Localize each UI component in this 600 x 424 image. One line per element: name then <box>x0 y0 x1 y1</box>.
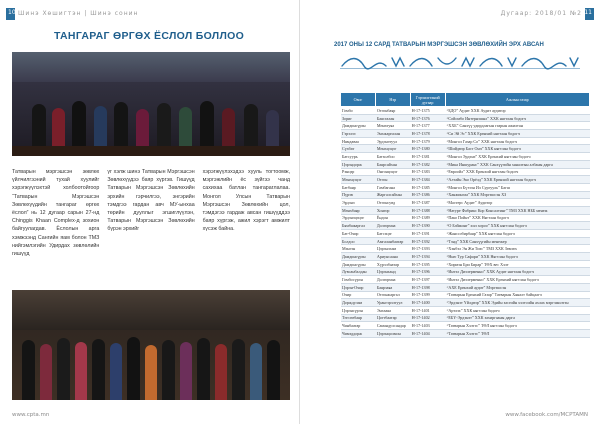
cell-surname: Дамдинсүрэн <box>341 260 376 268</box>
cell-workplace: “Алтайн Эко Орёлд” ХХК Ерөнхий нягтлан бодогч <box>445 176 589 184</box>
cell-name: Самандулсандар <box>375 322 410 330</box>
table-row <box>341 107 590 115</box>
cell-workplace: “Хирмэн Бри Бирар” ТӨХ вес Хэлт <box>445 260 589 268</box>
cell-surname: Мөнхбаяр <box>341 206 376 214</box>
cell-certificate: Н-17-1384 <box>410 176 445 184</box>
cell-surname: Нямдаваа <box>341 137 376 145</box>
table-row <box>341 206 590 214</box>
cell-certificate: Н-17-1404 <box>410 329 445 337</box>
cell-surname: Эрдэнэцэцэг <box>341 214 376 222</box>
cell-surname: Зориг <box>341 114 376 122</box>
cell-certificate: Н-17-1382 <box>410 160 445 168</box>
cell-surname: Бямбажаргал <box>341 222 376 230</box>
cell-certificate: Н-17-1398 <box>410 283 445 291</box>
article-column-2: үг хэлж шинэ Татварын Мэргэшсэн Зөвлөхүүдээ баяр хүргэв. Гишүүд Татварын Мэргэшсэн Зөвлөхийн эрхийн гэрчилгээ, энгэрийн тэмдгээ гардан авч МУ-ынхаа төрийн дууллыг эгшиглүүлэн, Татварын Мэргэшсэн Зөвлөхийн бүрэн эрхийг <box>107 169 195 233</box>
cell-surname: Чинбаатар <box>341 322 376 330</box>
table-row <box>341 168 590 176</box>
cell-certificate: Н-17-1402 <box>410 314 445 322</box>
cell-workplace: “Мика Иншуранс” ХХК Санхүүгийн хяналтын албаны дарга <box>445 160 589 168</box>
cell-name: Жаргалсайхан <box>375 191 410 199</box>
table-row <box>341 306 590 314</box>
cell-name: Долгормаа <box>375 222 410 230</box>
cell-certificate: Н-17-1385 <box>410 183 445 191</box>
cell-surname: Дамдинсүрэн <box>341 253 376 261</box>
cell-surname: Гэрэлээ <box>341 130 376 138</box>
cell-name: Гамбагана <box>375 183 410 191</box>
cell-surname: Чимэддорж <box>341 329 376 337</box>
cell-surname: Эрдэнэ <box>341 199 376 207</box>
right-page-number: 11 <box>584 9 592 16</box>
cell-workplace: “Мастерс Аудит” Аудитор <box>445 199 589 207</box>
cell-certificate: Н-17-1396 <box>410 268 445 276</box>
ceremony-stage-photo <box>12 52 290 156</box>
cell-name: Долгормаа <box>375 276 410 284</box>
cell-name: Хонгор <box>375 206 410 214</box>
cell-surname: Цэрэн-Очир <box>341 283 376 291</box>
cell-name: Баярсайхан <box>375 160 410 168</box>
cell-name: Отгонбаяр <box>375 107 410 115</box>
cell-workplace: “Монгол Газар Со” ХХК нягтлан бодогч <box>445 137 589 145</box>
table-row <box>341 222 590 230</box>
cell-name: Батзолбоо <box>375 153 410 161</box>
cell-workplace: “Монгол Эрдэнэ” ХХК Ерөнхий нягтлан бодогч <box>445 153 589 161</box>
table-row <box>341 253 590 261</box>
cell-certificate: Н-17-1377 <box>410 122 445 130</box>
table-row <box>341 153 590 161</box>
cell-name: Амгаланбаатар <box>375 237 410 245</box>
cell-name: Отгон <box>375 176 410 184</box>
cell-name: Мөнхтуяа <box>375 122 410 130</box>
cell-surname: Цэрэндорж <box>341 160 376 168</box>
cell-certificate: Н-17-1399 <box>410 291 445 299</box>
table-row <box>341 183 590 191</box>
cell-certificate: Н-17-1392 <box>410 237 445 245</box>
cell-workplace: “ХХБ” Санхүү удирдлагын газрын ажилтан <box>445 122 589 130</box>
cell-workplace: “Татварын Хэлтэс” ТӨЛ <box>445 329 589 337</box>
cell-surname: Рэнцэр <box>341 168 376 176</box>
cell-certificate: Н-17-1376 <box>410 114 445 122</box>
cell-certificate: Н-17-1383 <box>410 168 445 176</box>
header-workplace: Ажлын газар <box>445 93 589 107</box>
table-row <box>341 237 590 245</box>
cell-surname: Гомбо <box>341 107 376 115</box>
cell-name: Батсэцэг <box>375 230 410 238</box>
cell-surname: Батсуурь <box>341 153 376 161</box>
table-row <box>341 145 590 153</box>
table-row <box>341 214 590 222</box>
table-row <box>341 314 590 322</box>
cell-workplace: “АХЕ Ерөнхий аудит” Мэргэшсэн <box>445 283 589 291</box>
cell-certificate: Н-17-1381 <box>410 153 445 161</box>
cell-name: Цэрэнцолмон <box>375 329 410 337</box>
cell-surname: Мөнхцэцэг <box>341 176 376 184</box>
cell-name: Отгонсувд <box>375 199 410 207</box>
header-certificate-number: Гэрчилгээний дугаар <box>410 93 445 107</box>
cell-certificate: Н-17-1395 <box>410 260 445 268</box>
table-row <box>341 122 590 130</box>
cell-workplace: “Интэл Диэлерменно” ХХК Ерөнхий нягтлан бодогч <box>445 276 589 284</box>
cell-surname: Очир <box>341 291 376 299</box>
cell-workplace: “Шийдвэр Баст Онч” ХХК нягтлан бодогч <box>445 145 589 153</box>
cell-surname: Мэнгэн <box>341 245 376 253</box>
cell-certificate: Н-17-1403 <box>410 322 445 330</box>
cell-name: Цэрэнлхам <box>375 245 410 253</box>
table-row <box>341 299 590 307</box>
article-column-1: Татварын мэргэшсэн зөвлөх үйлчилгээний тухай хуулийг хэрэгжүүлэхтэй холбоотойгоор “Татварын Мэргэшсэн Зөвлөхүүдийн тангараг өргөх ёслол” нь 12 дугаар сарын 27-нд Chinggis Khaan Complex-д зохион байгуулагдав. Ёслолын арга хэмжээнд Сангийн яам болон ТМЗ нийгэмлэгийн Удирдах зөвлөлийн гишүүд <box>12 169 100 258</box>
left-page-number: 10 <box>8 9 16 16</box>
cell-workplace: “Нью Тур Сафари” ХХК Нягтлан бодогч <box>445 253 589 261</box>
article-body <box>12 168 290 278</box>
table-row <box>341 160 590 168</box>
cell-workplace: “Тэнд” ХХК Санхүүгийн менежер <box>445 237 589 245</box>
cell-certificate: Н-17-1380 <box>410 145 445 153</box>
cell-surname: Сүхбат <box>341 145 376 153</box>
cell-certificate: Н-17-1400 <box>410 299 445 307</box>
cell-name: Баярзаяа <box>375 283 410 291</box>
cell-certificate: Н-17-1389 <box>410 214 445 222</box>
cell-workplace: “О Бэйжинг” хил хороо” ХХК нягтлан бодогч <box>445 222 589 230</box>
cell-name: Энхзаяа <box>375 306 410 314</box>
cell-certificate: Н-17-1394 <box>410 253 445 261</box>
table-row <box>341 130 590 138</box>
article-title: ТАНГАРАГ ӨРГӨХ ЁСЛОЛ БОЛЛОО <box>54 30 245 42</box>
cell-name: Цэрэнханд <box>375 268 410 276</box>
cell-surname: Бат-Очир <box>341 230 376 238</box>
right-header <box>300 0 600 28</box>
cell-surname: Дорждулам <box>341 299 376 307</box>
cell-name: Хүрэлбаатар <box>375 260 410 268</box>
cell-name: Ариунсаана <box>375 253 410 261</box>
cell-certificate: Н-17-1379 <box>410 137 445 145</box>
cell-surname: Болдоо <box>341 237 376 245</box>
table-row <box>341 191 590 199</box>
group-photo <box>12 290 290 400</box>
table-row <box>341 260 590 268</box>
cell-name: Онгонцэцэг <box>375 168 410 176</box>
table-row <box>341 268 590 276</box>
right-magazine-issue: Дугаар: 2018/01 №2 <box>500 10 582 17</box>
cell-workplace: “ЕБҮ-Эрдэнэт” ХХК захиргааны дарга <box>445 314 589 322</box>
table-row <box>341 322 590 330</box>
cell-certificate: Н-17-1388 <box>410 206 445 214</box>
table-header-row <box>341 93 590 107</box>
cell-certificate: Н-17-1378 <box>410 130 445 138</box>
table-row <box>341 137 590 145</box>
cell-workplace: “Хэнбэл Эн Жи Тиэс” ТМЗ ХХК Зөвлөх <box>445 245 589 253</box>
cell-workplace: “Татварын Хэлтэс” ТӨЛ нягтлан бодогч <box>445 322 589 330</box>
table-row <box>341 283 590 291</box>
left-footer-url[interactable]: www.cpta.mn <box>12 412 50 418</box>
table-row <box>341 176 590 184</box>
cell-workplace: “Интэл Диэлерменно” ХХК Аудит нягтлан бодогч <box>445 268 589 276</box>
cell-surname: Батбаяр <box>341 183 376 191</box>
cell-name: Ёндон <box>375 214 410 222</box>
cell-certificate: Н-17-1393 <box>410 245 445 253</box>
cell-surname: Дамдинсүрэн <box>341 122 376 130</box>
right-footer-url[interactable]: www.facebook.com/MCPTAMN <box>505 412 588 418</box>
table-row <box>341 114 590 122</box>
cell-name: Мөнхцэцэг <box>375 145 410 153</box>
cell-workplace: “Сойомбо Интернэшнл” ХХК нягтлан бодогч <box>445 114 589 122</box>
cell-surname: Лувсанбалдан <box>341 268 376 276</box>
cell-surname: Төгсөөбаяр <box>341 314 376 322</box>
header-name: Нэр <box>375 93 410 107</box>
cell-workplace: “Татварын Ерөнхий Газар” Татварын Хяналт байцаагч <box>445 291 589 299</box>
cell-workplace: “Пако Пойнт” ХХК Нягтлан бодогч <box>445 214 589 222</box>
cell-workplace: “Жанссобирбаяр” ХХК нягтлан бодогч <box>445 230 589 238</box>
cell-workplace: “Си Эй Эс” ХХК Ерөнхий нягтлан бодогч <box>445 130 589 138</box>
header-surname: Овог <box>341 93 376 107</box>
left-magazine-name: Шинэ Хөшигтэн | Шинэ сонин <box>18 10 139 17</box>
cell-surname: Гомбосүрэн <box>341 276 376 284</box>
cell-certificate: Н-17-1397 <box>410 276 445 284</box>
table-row <box>341 245 590 253</box>
certified-advisors-table <box>340 92 590 338</box>
mongol-script-banner <box>340 54 580 70</box>
table-row <box>341 199 590 207</box>
cell-workplace: “Артлэх” ХХК нягтлан бодогч <box>445 306 589 314</box>
cell-workplace: “БДО” Аудит ХХК Аудит аудитор <box>445 107 589 115</box>
cell-workplace: “Натуре Фабрикс Кор Консалтинг” ТМЗ ХХК НББ менеж <box>445 206 589 214</box>
table-row <box>341 276 590 284</box>
article-column-3: хэрэгжүүлэхэдээ хууль тогтоомж, мэргэжлийн ёс зүйгээ чанд сахихаа батлан тангараглалаа. Монгол Улсын Татварын Мэргэшсэн Зөвлөхийн цол, тэмдэгээ гардаж авсан гишүүддээ баяр хүргэж, ажил хэрэгт амжилт хүсэж байна. <box>202 169 290 233</box>
cell-surname: Пүрэв <box>341 191 376 199</box>
cell-name: Эрдэнэтуул <box>375 137 410 145</box>
table-row <box>341 329 590 337</box>
table-row <box>341 230 590 238</box>
cell-workplace: “Монгол Бүтээн Ил Сургууль” Багш <box>445 183 589 191</box>
list-title: 2017 ОНЫ 12 САРД ТАТВАРЫН МЭРГЭШСЭН ЗӨВЛӨХИЙН ЭРХ АВСАН <box>334 42 544 48</box>
table-row <box>341 291 590 299</box>
cell-name: Урангэрэлтуул <box>375 299 410 307</box>
cell-workplace: “Евроойл” ХХК Ерөнхий нягтлан бодогч <box>445 168 589 176</box>
cell-workplace: “Эрдэнэт Үйлдвэр” ХХК Эдийн засгийн хэлтсийн ахлах мэргэжилтэн <box>445 299 589 307</box>
cell-certificate: Н-17-1386 <box>410 191 445 199</box>
cell-certificate: Н-17-1390 <box>410 222 445 230</box>
cell-certificate: Н-17-1401 <box>410 306 445 314</box>
cell-certificate: Н-17-1391 <box>410 230 445 238</box>
cell-name: Баясгалан <box>375 114 410 122</box>
cell-workplace: “Ханжингаа” ХХК Мэргэшсэн ХЗ <box>445 191 589 199</box>
left-header <box>0 0 299 28</box>
cell-name: Энхжаргалан <box>375 130 410 138</box>
cell-surname: Цэрэнсүрэн <box>341 306 376 314</box>
cell-certificate: Н-17-1387 <box>410 199 445 207</box>
cell-certificate: Н-17-1375 <box>410 107 445 115</box>
cell-name: Отгонжаргал <box>375 291 410 299</box>
right-page <box>300 0 600 424</box>
cell-name: Цогтбаатар <box>375 314 410 322</box>
